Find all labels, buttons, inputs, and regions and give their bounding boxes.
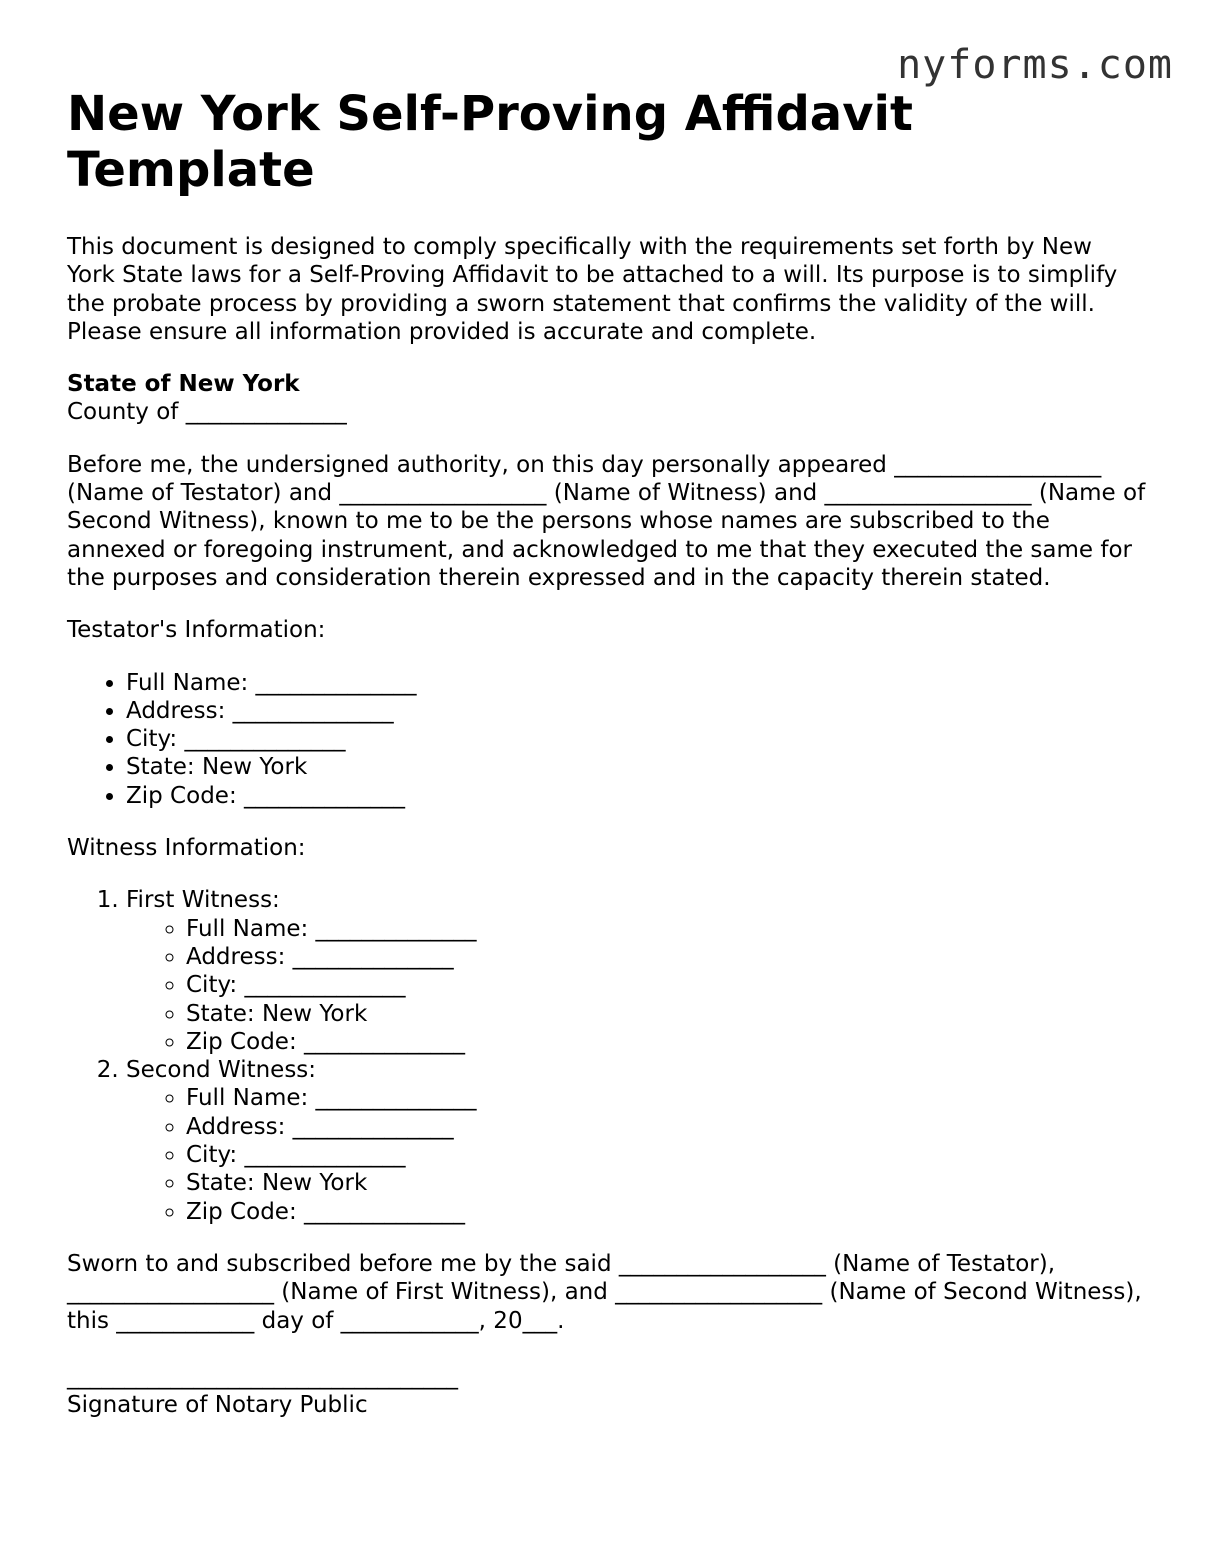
first-witness-state: ◦ State: New York (186, 1000, 1147, 1028)
testator-state: • State: New York (126, 753, 1147, 781)
venue-block (67, 370, 1147, 427)
first-witness-full-name: ◦ Full Name: ______________ (186, 915, 1147, 943)
state-heading: State of New York (67, 371, 300, 398)
first-witness-fields (126, 915, 1147, 1056)
testator-zip: • Zip Code: ______________ (126, 782, 1147, 810)
first-witness-label: First Witness: (126, 887, 280, 914)
sworn-paragraph: Sworn to and subscribed before me by the said __________________ (Name of Testator), __________________ (Name of First Witness), and __________________ (Name of Second Witness), this ____________ day of ____________, 20___. (67, 1250, 1142, 1334)
page-title: New York Self-Proving Affidavit Template (67, 86, 913, 198)
signature-line: __________________________________ (67, 1363, 458, 1390)
watermark: nyforms.com (897, 42, 1173, 88)
first-witness-address: ◦ Address: ______________ (186, 943, 1147, 971)
testator-section-label: Testator's Information: (67, 617, 326, 644)
signature-block (67, 1363, 1147, 1420)
second-witness-address: ◦ Address: ______________ (186, 1113, 1147, 1141)
county-line: County of ______________ (67, 399, 347, 426)
first-witness-city: ◦ City: ______________ (186, 971, 1147, 999)
second-witness-label: Second Witness: (126, 1057, 317, 1084)
testator-city: • City: ______________ (126, 725, 1147, 753)
second-witness-item (126, 1056, 1147, 1226)
document-page (67, 86, 1147, 1419)
second-witness-zip: ◦ Zip Code: ______________ (186, 1198, 1147, 1226)
second-witness-full-name: ◦ Full Name: ______________ (186, 1084, 1147, 1112)
witness-list (67, 886, 1147, 1226)
second-witness-fields (126, 1084, 1147, 1225)
appeared-paragraph: Before me, the undersigned authority, on this day personally appeared __________________ (Name of Testator) and __________________ (Name of Witness) and __________________ (Name of Second Witness), known to me to be the persons whose names are subscribed to the annexed or foregoing instrument, and acknowledged to me that they executed the same for the purposes and consideration therein expressed and in the capacity therein stated. (67, 451, 1146, 591)
testator-full-name: • Full Name: ______________ (126, 669, 1147, 697)
witness-section-label: Witness Information: (67, 835, 306, 862)
first-witness-item (126, 886, 1147, 1056)
first-witness-zip: ◦ Zip Code: ______________ (186, 1028, 1147, 1056)
testator-address: • Address: ______________ (126, 697, 1147, 725)
second-witness-city: ◦ City: ______________ (186, 1141, 1147, 1169)
testator-fields-list (67, 669, 1147, 810)
signature-label: Signature of Notary Public (67, 1392, 368, 1419)
second-witness-state: ◦ State: New York (186, 1169, 1147, 1197)
intro-paragraph: This document is designed to comply specifically with the requirements set forth by New York State laws for a Self-Proving Affidavit to be attached to a will. Its purpose is to simplify the probate process by providing a sworn statement that confirms the validity of the will. Please ensure all information provided is accurate and complete. (67, 234, 1118, 345)
